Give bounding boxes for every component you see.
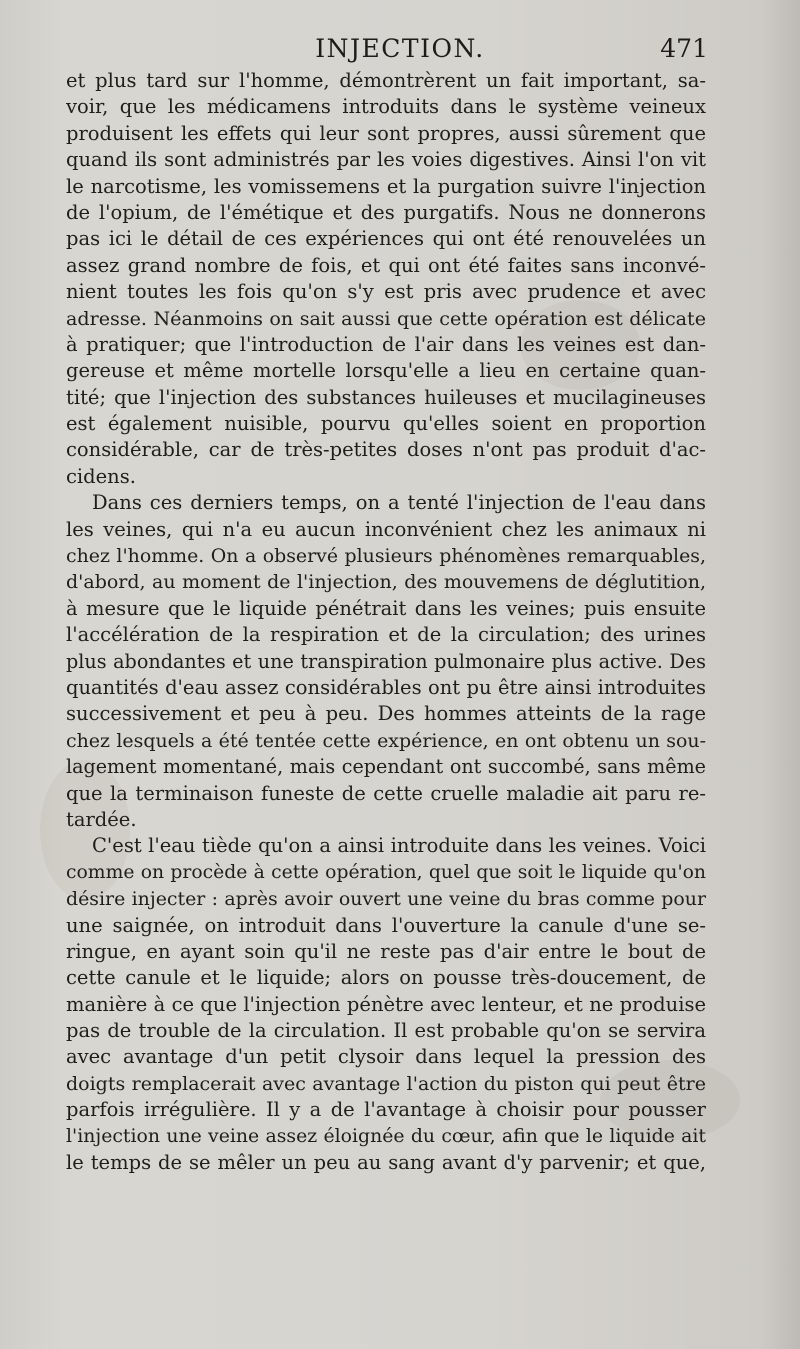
text-line: successivement et peu à peu. Des hommes atteints de la rage [66,702,706,726]
text-line: le temps de se mêler un peu au sang avant d'y parvenir; et que, [66,1151,706,1175]
paragraph-1 [66,68,706,490]
text-line: une saignée, on introduit dans l'ouverture la canule d'une se- [66,913,706,937]
paragraph-2 [66,490,706,833]
text-line: de l'opium, de l'émétique et des purgatifs. Nous ne donnerons [66,200,706,224]
text-line: nient toutes les fois qu'on s'y est pris avec prudence et avec [66,280,706,304]
text-line: tité; que l'injection des substances huileuses et mucilagineuses [66,385,706,409]
text-line: chez l'homme. On a observé plusieurs phénomènes remarquables, [66,545,706,568]
text-line: lagement momentané, mais cependant ont succombé, sans même [66,755,706,779]
text-line: pas ici le détail de ces expériences qui ont été renouvelées un [66,227,706,251]
text-line: cidens. [66,464,136,488]
text-line: Dans ces derniers temps, on a tenté l'injection de l'eau dans [92,491,706,515]
text-line: cette canule et le liquide; alors on pousse très-doucement, de [66,966,706,990]
text-line: que la terminaison funeste de cette cruelle maladie ait paru re- [66,781,706,805]
text-line: l'accélération de la respiration et de la circulation; des urines [66,623,706,647]
text-line: ringue, en ayant soin qu'il ne reste pas d'air entre le bout de [66,939,706,963]
page-number: 471 [660,34,708,63]
page-header [0,34,800,68]
text-line: quand ils sont administrés par les voies digestives. Ainsi l'on vit [66,148,706,172]
running-title: INJECTION. [315,34,485,63]
text-line: manière à ce que l'injection pénètre avec lenteur, et ne produise [66,992,706,1016]
text-line: quantités d'eau assez considérables ont pu être ainsi introduites [66,675,706,699]
text-line: l'injection une veine assez éloignée du cœur, afin que le liquide ait [66,1125,706,1147]
text-line: gereuse et même mortelle lorsqu'elle a lieu en certaine quan- [66,359,706,383]
text-line: C'est l'eau tiède qu'on a ainsi introduite dans les veines. Voici [92,834,706,858]
text-line: comme on procède à cette opération, quel que soit le liquide qu'on [66,861,706,883]
text-line: à pratiquer; que l'introduction de l'air dans les veines est dan- [66,332,706,356]
text-line: avec avantage d'un petit clysoir dans lequel la pression des [66,1045,706,1069]
text-line: tardée. [66,807,137,831]
text-line: assez grand nombre de fois, et qui ont été faites sans inconvé- [66,253,706,277]
text-line: considérable, car de très-petites doses n'ont pas produit d'ac- [66,438,706,462]
text-line: doigts remplacerait avec avantage l'action du piston qui peut être [66,1072,706,1095]
text-line: adresse. Néanmoins on sait aussi que cette opération est délicate [66,306,706,330]
text-line: et plus tard sur l'homme, démontrèrent un fait important, sa- [66,69,706,92]
text-line: parfois irrégulière. Il y a de l'avantage à choisir pour pousser [66,1098,706,1122]
text-line: est également nuisible, pourvu qu'elles soient en proportion [66,412,706,436]
paragraph-3 [66,833,706,1176]
text-line: désire injecter : après avoir ouvert une veine du bras comme pour [66,888,706,911]
text-line: voir, que les médicamens introduits dans le système veineux [66,95,706,119]
text-line: le narcotisme, les vomissemens et la purgation suivre l'injection [66,174,706,198]
text-line: pas de trouble de la circulation. Il est probable qu'on se servira [66,1019,706,1043]
text-line: plus abondantes et une transpiration pulmonaire plus active. Des [66,649,706,673]
text-line: produisent les effets qui leur sont propres, aussi sûrement que [66,121,706,145]
text-line: chez lesquels a été tentée cette expérience, en ont obtenu un sou- [66,729,706,752]
text-line: à mesure que le liquide pénétrait dans les veines; puis ensuite [66,596,706,620]
text-line: les veines, qui n'a eu aucun inconvénient chez les animaux ni [66,517,706,541]
text-line: d'abord, au moment de l'injection, des mouvemens de déglutition, [66,571,706,594]
page-body [66,68,706,1176]
